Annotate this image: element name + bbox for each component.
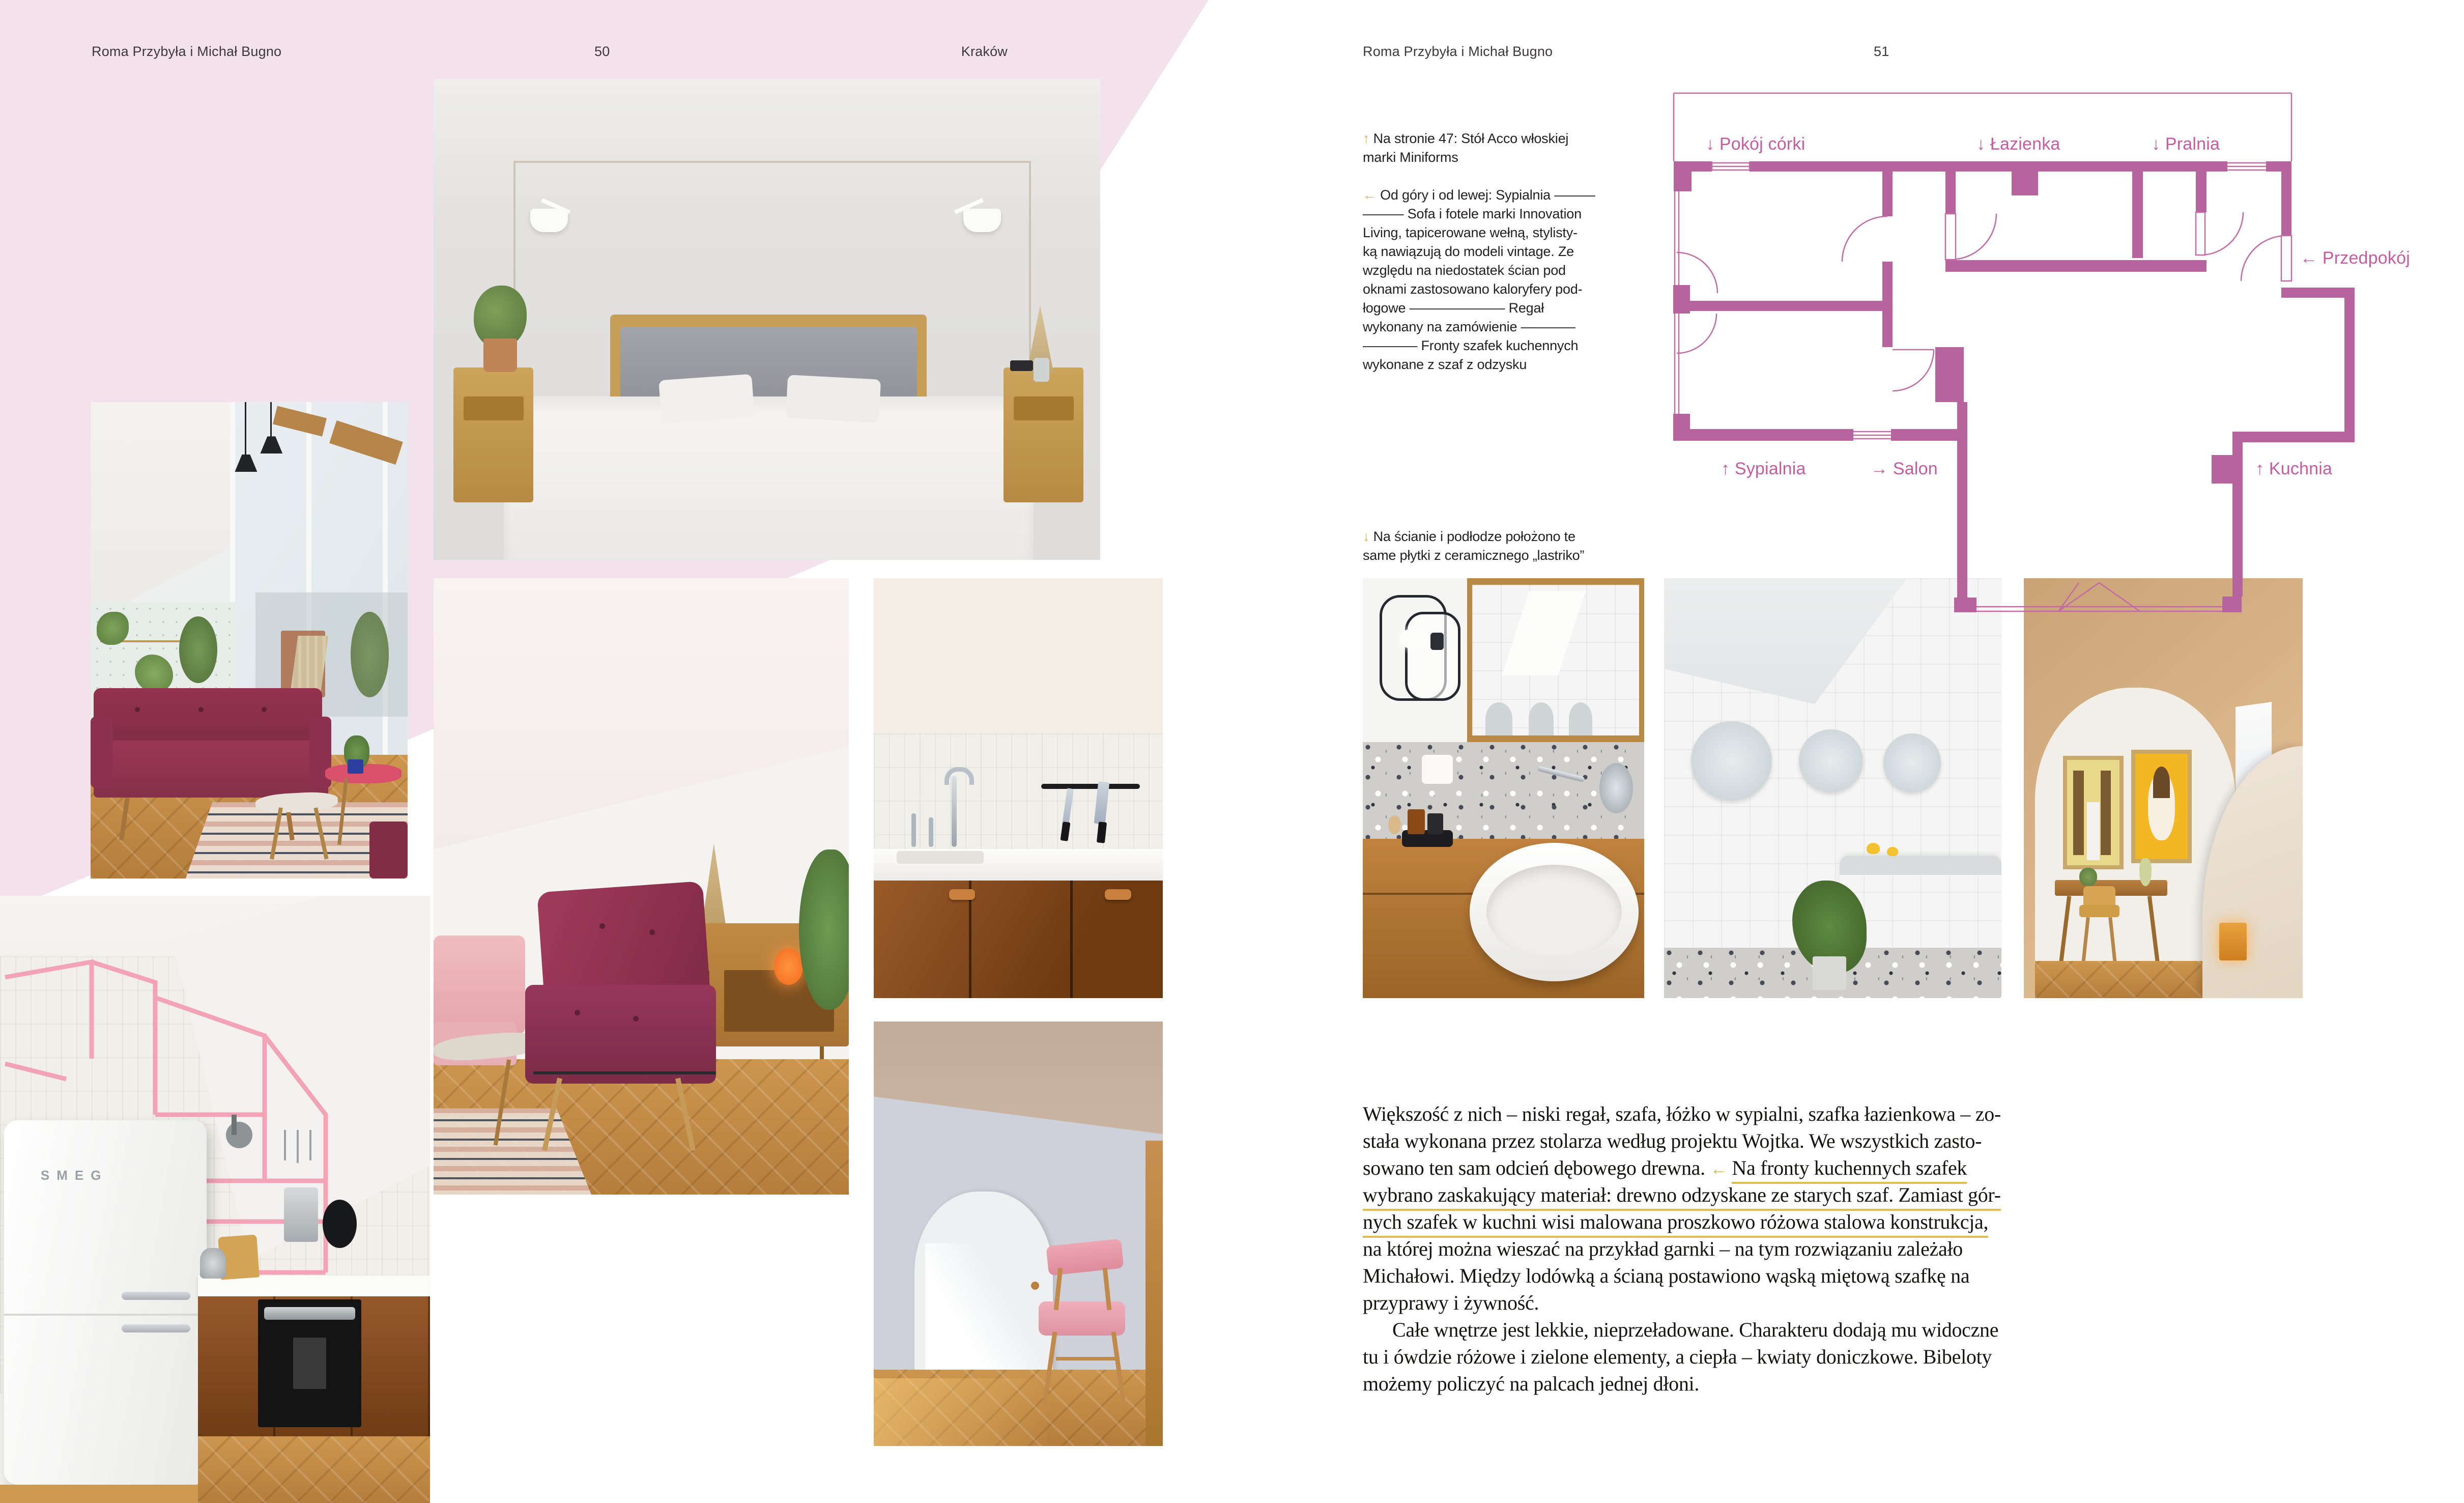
mirror-glass [1472,585,1639,735]
pillow-right [786,375,881,423]
wood-lid-jar [1388,815,1401,834]
sofa-seat [94,741,328,798]
mirror-round-reflection-1 [1485,702,1512,735]
left-header-city: Kraków [961,44,1008,59]
poster-forest [2063,756,2124,870]
nightstand-left-drawer [464,396,524,420]
caption-line: łogowe ——————— Regał [1363,300,1544,316]
plan-label-salon: → Salon [1871,459,1938,478]
kitchen-floor [198,1436,430,1503]
chair-stretcher [1056,1357,1120,1360]
plan-label-pokoj-corki: ↓ Pokój córki [1706,134,1806,154]
rubber-duck-2 [1887,847,1898,856]
fridge-handle-lower [122,1324,190,1332]
nightstand-left [453,367,533,502]
oven-handle [264,1307,355,1320]
desk-plant [2079,868,2098,887]
plan-walls [1673,161,2355,612]
caption-line: ↑ Na stronie 47: Stół Acco włoskiej [1363,131,1569,146]
poster-tree-1 [2073,771,2084,855]
fridge-door-split [4,1314,206,1316]
caption-line: ———— Fronty szafek kuchennych [1363,338,1579,353]
plant-pot-left [483,338,517,372]
pendant-cord-1 [245,402,246,459]
photo-armchair-room [434,578,849,1195]
caption-line: Living, tapicerowane wełną, stylisty- [1363,225,1578,240]
mirror-skylight-reflection [1502,591,1586,675]
hanging-pan [323,1200,357,1248]
round-mirror-1 [1691,721,1772,801]
balcony-plant [351,612,389,697]
wall-lamp-left [530,209,568,232]
orange-lamp [774,948,803,985]
caption-line: ← Od góry i od lewej: Sypialnia ——— [1363,187,1595,203]
body-line: Większość z nich – niski regał, szafa, łóżko w sypialni, szafka łazienkowa – zo- [1363,1102,2001,1125]
oven [258,1299,361,1427]
caption-line-blank [1363,167,1617,186]
caption-line: marki Miniforms [1363,150,1458,165]
amber-jar [1408,809,1424,835]
burgundy-armchair-seat [525,985,716,1084]
hanging-pots [284,1187,319,1242]
floor-strip [0,1485,198,1503]
left-header-author: Roma Przybyła i Michał Bugno [92,44,282,59]
pillow-left [659,374,755,424]
chair-back [2083,886,2115,905]
mirror-round-reflection-2 [1529,702,1554,735]
photo-kitchen-smeg [0,896,430,1503]
sconce-mount [1430,633,1444,650]
left-arrow-icon: ← [1363,187,1381,203]
mirror-round-reflection-3 [1569,702,1592,735]
knife-rail [1041,784,1139,789]
bathtub-rim [1840,856,2001,875]
soap-dispenser-1 [911,813,916,847]
vase-with-grass [2139,858,2152,886]
caption-top [1363,129,1617,374]
plant-pot [1813,956,1846,990]
body-line: Michałowi. Między lodówką a ścianą postawiono wąską miętową szafkę na [1363,1264,1970,1287]
plan-label-przedpokoj: ← Przedpokój [2300,248,2410,268]
body-line: nych szafek w kuchni wisi malowana proszkowo różowa stalowa konstrukcja, [1363,1208,2075,1235]
body-line: wybrano zaskakujący materiał: drewno odzyskane ze starych szaf. Zamiast gór- [1363,1181,2075,1208]
oval-basin [1470,843,1639,981]
black-jar [1427,813,1443,834]
photo-bathtub [1664,578,2001,998]
chair-seat [2079,905,2119,917]
wire-sconce-inner [1405,612,1461,701]
oven-towel [293,1338,326,1388]
phone-on-nightstand [1010,360,1033,371]
warm-ceiling [874,1022,1163,1166]
door-seam-2 [1070,881,1073,998]
poster-figure [2087,802,2100,860]
door-knob [1031,1282,1039,1290]
light-switch [1422,755,1453,784]
right-header-author: Roma Przybyła i Michał Bugno [1363,44,1553,59]
left-page-number: 50 [594,44,610,59]
body-line: sowano ten sam odcień dębowego drewna. ← Na fronty kuchennych szafek [1363,1154,2075,1181]
caption-line: same płytki z ceramicznego „lastriko” [1363,548,1585,563]
faucet-valve [1599,763,1633,813]
floorplan-diagram [1664,87,2464,626]
photo-arch-pink-chair [874,1022,1163,1446]
chair-frame-bar [533,1071,716,1074]
burgundy-pouf [369,821,408,878]
vase-right [1034,358,1049,382]
left-arrow-icon: ← [1710,1159,1732,1179]
caption-line: oknami zastosowano kaloryfery pod- [1363,281,1583,297]
right-page-number: 51 [1874,44,1889,59]
desk-leg-1 [2059,896,2071,964]
body-paragraph [1363,1100,2075,1397]
faucet-body [952,776,957,847]
blue-pot [348,759,363,774]
soap-dispenser-2 [929,817,933,847]
nightstand-right-drawer [1014,396,1074,420]
body-line: przyprawy i żywność. [1363,1291,1539,1314]
wood-frame-edge [1145,1141,1163,1446]
basin-inner [1486,865,1621,959]
leather-handle-1 [949,889,975,900]
caption-line: wykonane z szaf z odzysku [1363,357,1527,372]
down-arrow-icon: ↓ [1363,529,1373,544]
floor-sunlight [874,1378,1047,1446]
sconce-bulb [1399,629,1427,649]
photo-bathroom-sink [1363,578,1644,998]
up-arrow-icon: ↑ [1363,131,1373,146]
bed-duvet [504,396,1034,560]
caption-line: ——— Sofa i fotele marki Innovation [1363,206,1582,221]
chair-seat [1039,1301,1125,1336]
smeg-logo: SMEG [40,1168,108,1183]
table-lamp-glow [2219,923,2247,960]
leather-handle-2 [1105,889,1131,900]
round-mirror-2 [1799,729,1863,792]
pendant-cord-2 [270,402,272,440]
body-line: możemy policzyć na palcach jednej dłoni. [1363,1372,1700,1395]
owl-head [2153,767,2170,798]
wall-lamp-right [963,209,1001,232]
caption-line: wykonany na zamówienie ———— [1363,319,1575,334]
sink-basin-edge [897,851,983,864]
caption-line: ką nawiązują do modeli vintage. Ze [1363,244,1574,259]
ceiling [434,578,849,849]
desk-leg-2 [2147,896,2160,964]
pink-armchair [434,935,525,1034]
caption-bottom [1363,527,1617,565]
body-line: Całe wnętrze jest lekkie, nieprzeładowane. Charakteru dodają mu widoczne [1392,1318,1999,1341]
body-line: tu i ówdzie różowe i zielone elementy, a ciepła – kwiaty doniczkowe. Bibeloty [1363,1345,1992,1368]
caption-line: względu na niedostatek ścian pod [1363,263,1566,278]
body-line: na której można wieszać na przykład garnki – na tym rozwiązaniu zależało [1363,1237,1963,1260]
fridge-handle-upper [122,1292,190,1300]
round-mirror-3 [1883,733,1941,792]
mirror-frame [1467,578,1644,742]
plan-label-pralnia: ↓ Pralnia [2152,134,2220,154]
shelf-plant-3 [179,616,217,683]
poster-owl [2131,750,2192,864]
plan-label-sypialnia: ↑ Sypialnia [1721,459,1806,478]
nightstand-right [1004,367,1083,502]
plan-label-kuchnia: ↑ Kuchnia [2255,459,2333,478]
poster-tree-2 [2101,771,2111,855]
rubber-duck-1 [1867,843,1880,854]
sofa-armrest-left [91,717,113,788]
photo-living-room [91,402,408,878]
caption-line: ↓ Na ścianie i podłodze położono te [1363,529,1575,544]
kettle [200,1248,226,1279]
plan-label-lazienka: ↓ Łazienka [1976,134,2060,154]
sofa-button-2 [198,707,204,712]
body-line: stała wykonana przez stolarza według projektu Wojtka. We wszystkich zasto- [1363,1129,1982,1152]
photo-bedroom [434,79,1100,560]
photo-arch-desk [2024,578,2303,998]
photo-kitchen-cabinets [874,578,1163,998]
shelf-plant-1 [97,612,128,645]
tuft-button-4 [633,1016,639,1022]
smeg-fridge [4,1120,206,1485]
